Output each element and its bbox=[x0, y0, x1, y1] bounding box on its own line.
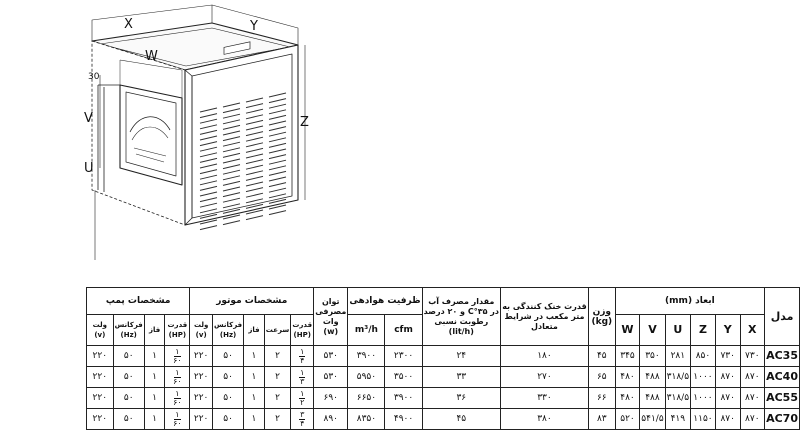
cell-motor-hz: ۵۰ bbox=[213, 367, 244, 388]
cell-y: ۸۷۰ bbox=[715, 409, 740, 430]
cell-v: ۴۸۸ bbox=[640, 367, 665, 388]
cell-pump-phase: ۱ bbox=[144, 367, 165, 388]
cell-cooling: ۳۸۰ bbox=[501, 409, 589, 430]
col-m3h: m³/h bbox=[348, 315, 385, 346]
cell-motor-speed: ۲ bbox=[264, 388, 290, 409]
col-v: V bbox=[640, 315, 665, 346]
col-pump-v: ولت (v) bbox=[87, 315, 114, 346]
cell-motor-phase: ۱ bbox=[244, 388, 265, 409]
cell-pump-v: ۲۲۰ bbox=[87, 346, 114, 367]
fraction-denominator: ۶۰ bbox=[173, 376, 182, 386]
dim-label-x: X bbox=[124, 17, 133, 32]
col-w: W bbox=[615, 315, 640, 346]
col-y: Y bbox=[715, 315, 740, 346]
cell-y: ۷۳۰ bbox=[715, 346, 740, 367]
fraction-denominator: ۳ bbox=[300, 376, 305, 386]
cell-motor-hp bbox=[291, 409, 314, 430]
dim-label-z: Z bbox=[300, 115, 309, 130]
cell-z: ۸۵۰ bbox=[691, 346, 716, 367]
fraction-numerator: ۱ bbox=[300, 367, 305, 377]
cell-cfm: ۴۹۰۰ bbox=[385, 409, 422, 430]
cell-m3h: ۳۹۰۰ bbox=[348, 346, 385, 367]
cell-pump-hz: ۵۰ bbox=[113, 367, 144, 388]
cell-z: ۱۱۵۰ bbox=[691, 409, 716, 430]
cell-motor-phase: ۱ bbox=[244, 409, 265, 430]
cell-z: ۱۰۰۰ bbox=[691, 388, 716, 409]
fraction bbox=[173, 369, 182, 386]
cell-m3h: ۸۳۵۰ bbox=[348, 409, 385, 430]
fraction bbox=[299, 369, 305, 386]
cell-cfm: ۲۳۰۰ bbox=[385, 346, 422, 367]
fraction-numerator: ۱ bbox=[300, 346, 305, 356]
cell-x: ۸۷۰ bbox=[740, 388, 765, 409]
cell-v: ۴۸۸ bbox=[640, 388, 665, 409]
fraction-numerator: ۱ bbox=[175, 388, 180, 398]
fraction-numerator: ۳ bbox=[300, 409, 305, 419]
cell-u: ۴۱۹ bbox=[665, 409, 690, 430]
fraction-denominator: ۶۰ bbox=[173, 397, 182, 407]
col-z: Z bbox=[691, 315, 716, 346]
fraction-numerator: ۱ bbox=[175, 409, 180, 419]
cell-pump-hz: ۵۰ bbox=[113, 346, 144, 367]
cell-pump-v: ۲۲۰ bbox=[87, 409, 114, 430]
cell-motor-hz: ۵۰ bbox=[213, 346, 244, 367]
louver-slat bbox=[200, 226, 217, 230]
cell-model: AC40 bbox=[765, 367, 800, 388]
cell-pump-hz: ۵۰ bbox=[113, 409, 144, 430]
cell-w: ۳۴۵ bbox=[615, 346, 640, 367]
cell-weight: ۴۵ bbox=[588, 346, 615, 367]
louver-slat bbox=[246, 216, 263, 220]
spec-table bbox=[86, 287, 800, 430]
fraction-numerator: ۱ bbox=[300, 388, 305, 398]
fraction-numerator: ۱ bbox=[175, 346, 180, 356]
cell-power: ۵۳۰ bbox=[314, 346, 348, 367]
col-water: مقدار مصرف آب در ۳۵°C و ۲۰ درصد رطوبت نسبی (lit/h) bbox=[422, 288, 500, 346]
fraction-denominator: ۴ bbox=[300, 418, 305, 428]
cell-weight: ۶۶ bbox=[588, 388, 615, 409]
cell-x: ۸۷۰ bbox=[740, 367, 765, 388]
cell-weight: ۸۳ bbox=[588, 409, 615, 430]
cell-x: ۷۳۰ bbox=[740, 346, 765, 367]
col-x: X bbox=[740, 315, 765, 346]
cell-y: ۸۷۰ bbox=[715, 388, 740, 409]
cell-w: ۴۸۰ bbox=[615, 388, 640, 409]
cell-w: ۴۸۰ bbox=[615, 367, 640, 388]
fraction bbox=[299, 390, 305, 407]
cell-pump-hp bbox=[165, 367, 190, 388]
col-power: توان مصرفی وات (w) bbox=[314, 288, 348, 346]
cell-motor-hp bbox=[291, 346, 314, 367]
cell-v: ۳۵۰ bbox=[640, 346, 665, 367]
cell-water: ۳۶ bbox=[422, 388, 500, 409]
cell-m3h: ۵۹۵۰ bbox=[348, 367, 385, 388]
cell-motor-speed: ۲ bbox=[264, 367, 290, 388]
cell-m3h: ۶۶۵۰ bbox=[348, 388, 385, 409]
col-pump-hp: قدرت (HP) bbox=[165, 315, 190, 346]
col-model: مدل bbox=[765, 288, 800, 346]
cell-water: ۴۵ bbox=[422, 409, 500, 430]
cell-power: ۵۳۰ bbox=[314, 367, 348, 388]
cell-pump-hz: ۵۰ bbox=[113, 388, 144, 409]
dim-label-30: 30 bbox=[88, 72, 100, 82]
cell-pump-phase: ۱ bbox=[144, 346, 165, 367]
col-cooling: قدرت خنک کنندگی به متر مکعب در شرایط متعادل bbox=[501, 288, 589, 346]
cell-cooling: ۱۸۰ bbox=[501, 346, 589, 367]
cell-motor-hp bbox=[291, 367, 314, 388]
cell-v: ۵۴۱/۵ bbox=[640, 409, 665, 430]
dim-label-u: U bbox=[84, 161, 94, 176]
cell-u: ۳۱۸/۵ bbox=[665, 388, 690, 409]
cell-weight: ۶۵ bbox=[588, 367, 615, 388]
cell-motor-v: ۲۲۰ bbox=[190, 388, 213, 409]
cell-water: ۳۳ bbox=[422, 367, 500, 388]
cell-x: ۸۷۰ bbox=[740, 409, 765, 430]
cell-motor-v: ۲۲۰ bbox=[190, 346, 213, 367]
table-row bbox=[87, 409, 800, 430]
fraction bbox=[173, 390, 182, 407]
fan-outlet bbox=[120, 85, 182, 185]
table-row bbox=[87, 388, 800, 409]
cell-pump-v: ۲۲۰ bbox=[87, 388, 114, 409]
cell-cooling: ۲۷۰ bbox=[501, 367, 589, 388]
cell-motor-phase: ۱ bbox=[244, 367, 265, 388]
dim-label-w: W bbox=[145, 49, 158, 64]
fraction-numerator: ۱ bbox=[175, 367, 180, 377]
col-pump: مشخصات پمپ bbox=[87, 288, 190, 315]
louver-slat bbox=[223, 221, 240, 225]
col-airflow: ظرفیت هوادهی bbox=[348, 288, 422, 315]
cell-cfm: ۳۵۰۰ bbox=[385, 367, 422, 388]
cell-motor-v: ۲۲۰ bbox=[190, 409, 213, 430]
cell-cooling: ۳۳۰ bbox=[501, 388, 589, 409]
cell-y: ۸۷۰ bbox=[715, 367, 740, 388]
cell-pump-hp bbox=[165, 346, 190, 367]
col-motor-v: ولت (v) bbox=[190, 315, 213, 346]
fraction bbox=[299, 348, 305, 365]
cell-water: ۲۴ bbox=[422, 346, 500, 367]
dim-label-v: V bbox=[84, 111, 93, 126]
col-u: U bbox=[665, 315, 690, 346]
cell-motor-hp bbox=[291, 388, 314, 409]
fraction bbox=[299, 411, 305, 428]
col-dimensions: ابعاد (mm) bbox=[615, 288, 764, 315]
col-motor-hz: فرکانس (Hz) bbox=[213, 315, 244, 346]
cell-motor-phase: ۱ bbox=[244, 346, 265, 367]
cell-power: ۶۹۰ bbox=[314, 388, 348, 409]
cell-w: ۵۲۰ bbox=[615, 409, 640, 430]
col-motor-phase: فاز bbox=[244, 315, 265, 346]
fraction-denominator: ۶۰ bbox=[173, 418, 182, 428]
col-cfm: cfm bbox=[385, 315, 422, 346]
cell-motor-hz: ۵۰ bbox=[213, 409, 244, 430]
col-motor: مشخصات موتور bbox=[190, 288, 314, 315]
cell-z: ۱۰۰۰ bbox=[691, 367, 716, 388]
fraction-denominator: ۲ bbox=[300, 397, 305, 407]
spec-table-body bbox=[87, 346, 800, 430]
table-row bbox=[87, 346, 800, 367]
fraction bbox=[173, 411, 182, 428]
col-pump-phase: فاز bbox=[144, 315, 165, 346]
cell-cfm: ۳۹۰۰ bbox=[385, 388, 422, 409]
cell-model: AC70 bbox=[765, 409, 800, 430]
cell-pump-phase: ۱ bbox=[144, 388, 165, 409]
louver-slat bbox=[269, 211, 286, 215]
header-row-1 bbox=[87, 288, 800, 315]
fraction-denominator: ۶۰ bbox=[173, 355, 182, 365]
cell-motor-v: ۲۲۰ bbox=[190, 367, 213, 388]
cell-model: AC35 bbox=[765, 346, 800, 367]
cell-model: AC55 bbox=[765, 388, 800, 409]
cell-u: ۳۱۸/۵ bbox=[665, 367, 690, 388]
cell-pump-phase: ۱ bbox=[144, 409, 165, 430]
col-weight: وزن (kg) bbox=[588, 288, 615, 346]
cell-u: ۲۸۱ bbox=[665, 346, 690, 367]
cell-motor-hz: ۵۰ bbox=[213, 388, 244, 409]
dim-label-y: Y bbox=[250, 19, 258, 34]
fraction bbox=[173, 348, 182, 365]
col-pump-hz: فرکانس (Hz) bbox=[113, 315, 144, 346]
cell-pump-hp bbox=[165, 388, 190, 409]
table-row bbox=[87, 367, 800, 388]
cell-power: ۸۹۰ bbox=[314, 409, 348, 430]
cell-motor-speed: ۲ bbox=[264, 409, 290, 430]
col-motor-speed: سرعت bbox=[264, 315, 290, 346]
cell-pump-v: ۲۲۰ bbox=[87, 367, 114, 388]
col-motor-hp: قدرت (HP) bbox=[291, 315, 314, 346]
cell-pump-hp bbox=[165, 409, 190, 430]
cell-motor-speed: ۲ bbox=[264, 346, 290, 367]
fraction-denominator: ۴ bbox=[300, 355, 305, 365]
